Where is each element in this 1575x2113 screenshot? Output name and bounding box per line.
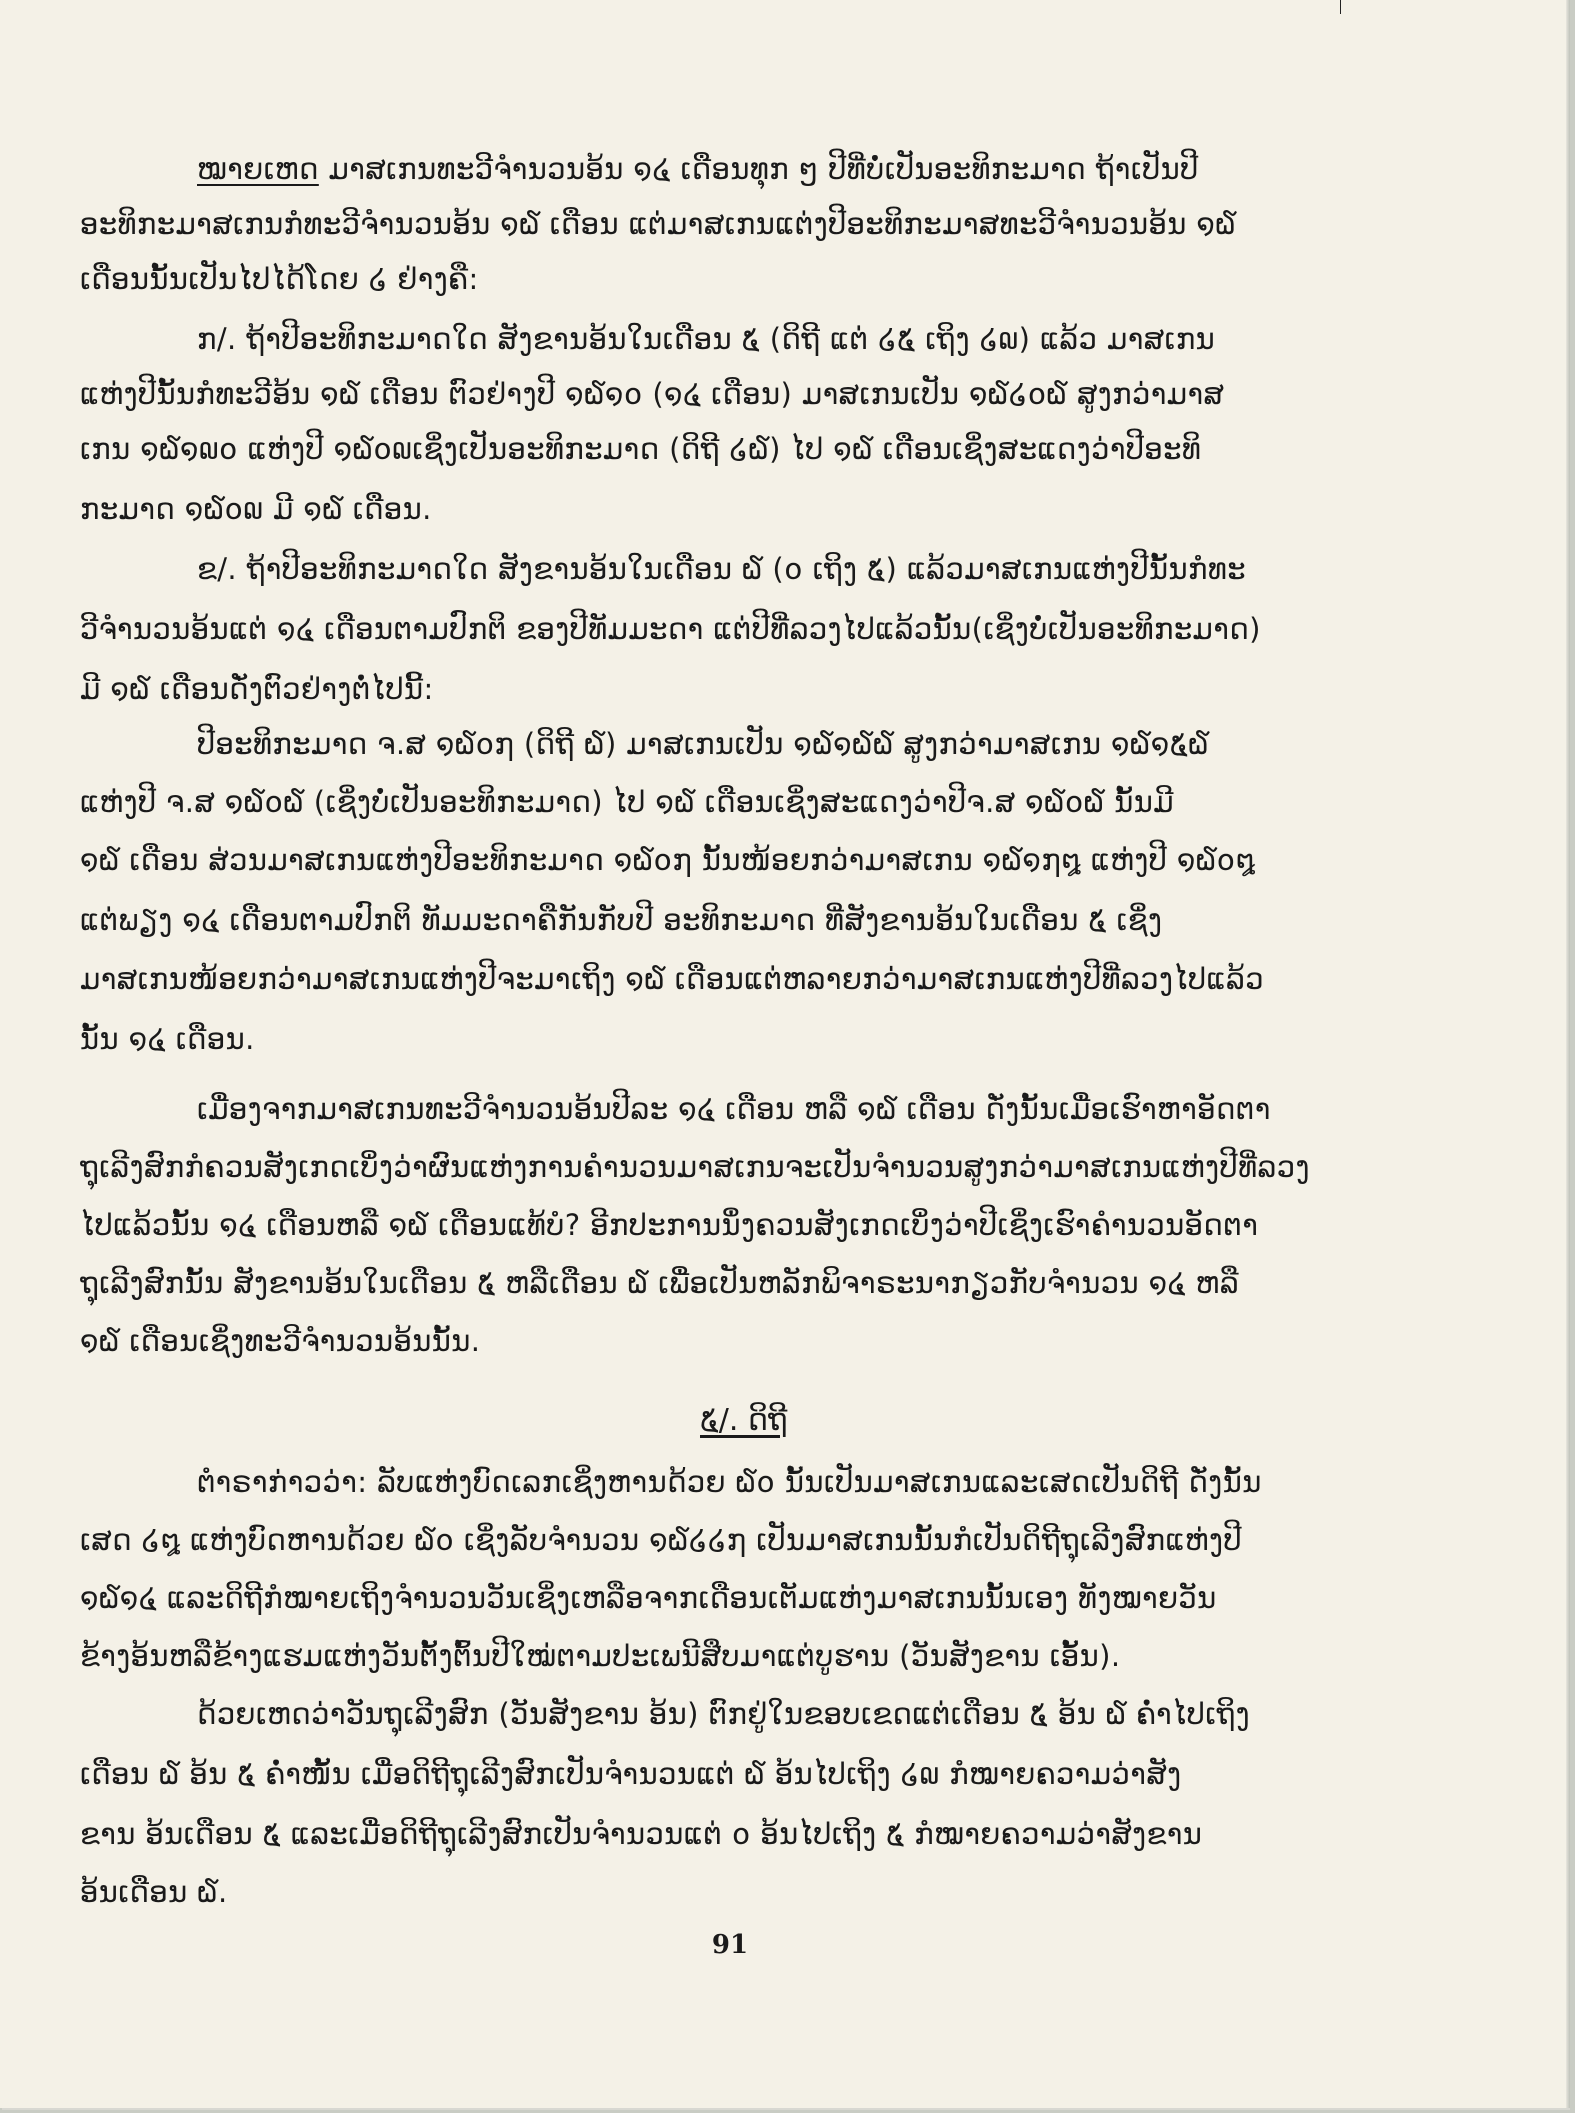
- text-line: ແຫ່ງປີນັ້ນກໍທະວີອ້ນ ໑໖ ເດືອນ ຕົວຢ່າງປີ ໑໖໑໐ (໑໔ ເດືອນ) ມາສເກນເປັນ ໑໖໒໐໖ ສູງກວ່າມາສ: [80, 377, 1225, 411]
- text-line: ປີອະທິກະມາດ ຈ.ສ ໑໖໐໗ (ດິຖີ ໖) ມາສເກນເປັນ ໑໖໑໖໖ ສູງກວ່າມາສເກນ ໑໖໑໕໖: [197, 727, 1210, 761]
- text-line: ຂ/. ຖ້າປີອະທິກະມາດໃດ ສັງຂານອ້ນໃນເດືອນ ໖ (໐ ເຖິງ ໕) ແລ້ວມາສເກນແຫ່ງປີນັ້ນກໍທະ: [197, 552, 1246, 586]
- text-line: ອ້ນເດືອນ ໖.: [80, 1875, 228, 1909]
- text-line: ມີ ໑໖ ເດືອນດັ່ງຕົວຢ່າງຕໍ່ໄປນີ້:: [80, 672, 434, 706]
- page-number: 91: [711, 1930, 749, 1960]
- section-heading: ໕/. ດິຖີ: [700, 1403, 788, 1438]
- note-label: ໝາຍເຫດ: [197, 152, 319, 186]
- text-line: ໄປແລ້ວນັ້ນ ໑໔ ເດືອນຫລື ໑໖ ເດືອນແທ້ບໍ? ອີກປະການນຶ່ງຄວນສັງເກດເບິ່ງວ່າປີເຊິ່ງເຮົາຄຳນວນອັດຕາ: [80, 1208, 1259, 1242]
- text-line: ດ້ວຍເຫດວ່າວັນຖຸເລີງສົກ (ວັນສັງຂານ ອ້ນ) ຕົກຢູ່ໃນຂອບເຂດແຕ່ເດືອນ ໕ ອ້ນ ໖ ຄ່ຳໄປເຖິງ: [197, 1697, 1251, 1731]
- text-line: ເກນ ໑໖໑໙໐ ແຫ່ງປີ ໑໖໐໙ເຊິ່ງເປັນອະທິກະມາດ (ດິຖີ ໒໖) ໄປ ໑໖ ເດືອນເຊິ່ງສະແດງວ່າປີອະທິ: [80, 432, 1202, 466]
- text-line: ໑໖ ເດືອນເຊິ່ງທະວີຈຳນວນອ້ນນັ້ນ.: [80, 1324, 481, 1358]
- text-line: ແຕ່ພຽງ ໑໔ ເດືອນຕາມປົກຕິ ທັມມະດາຄືກັນກັບປີ ອະທິກະມາດ ທີ່ສັງຂານອ້ນໃນເດືອນ ໕ ເຊິ່ງ: [80, 903, 1163, 937]
- text-line: ກ/. ຖ້າປີອະທິກະມາດໃດ ສັງຂານອ້ນໃນເດືອນ ໕ (ດິຖີ ແຕ່ ໒໕ ເຖິງ ໒໙) ແລ້ວ ມາສເກນ: [197, 322, 1216, 356]
- text-line: ເດືອນນັ້ນເປັນໄປໄດ້ໂດຍ ໒ ຢ່າງຄື:: [80, 262, 479, 296]
- text-line: ຖຸເລີງສົກນັ້ນ ສັງຂານອ້ນໃນເດືອນ ໕ ຫລືເດືອນ ໖ ເພື່ອເປັນຫລັກພິຈາຣະນາກຽວກັບຈຳນວນ ໑໔ ຫລື: [80, 1266, 1240, 1300]
- text-line: ແຫ່ງປີ ຈ.ສ ໑໖໐໖ (ເຊິ່ງບໍ່ເປັນອະທິກະມາດ) ໄປ ໑໖ ເດືອນເຊິ່ງສະແດງວ່າປີຈ.ສ ໑໖໐໖ ນັ້ນມີ: [80, 785, 1174, 819]
- text-span: ມາສເກນທະວີຈຳນວນອ້ນ ໑໔ ເດືອນທຸກ ໆ ປີທີ່ບໍ່ເປັນອະທິກະມາດ ຖ້າເປັນປີ: [318, 152, 1199, 186]
- text-line: ຂານ ອ້ນເດືອນ ໕ ແລະເມື່ອດິຖີຖຸເລີງສົກເປັນຈຳນວນແຕ່ ໐ ອ້ນໄປເຖິງ ໕ ກໍໝາຍຄວາມວ່າສັງຂານ: [80, 1817, 1203, 1851]
- text-line: ເສດ ໒໘ ແຫ່ງບົດຫານດ້ວຍ ໖໐ ເຊິ່ງລັບຈຳນວນ ໑໖໒໒໗ ເປັນມາສເກນນັ້ນກໍເປັນດິຖີຖຸເລີງສົກແຫ່ງປີ: [80, 1523, 1242, 1557]
- text-line: ຖຸເລີງສົກກໍຄວນສັງເກດເບິ່ງວ່າຜົນແຫ່ງການຄຳນວນມາສເກນຈະເປັນຈຳນວນສູງກວ່າມາສເກນແຫ່ງປີທີ່ລວງ: [80, 1150, 1310, 1184]
- text-line: ກະມາດ ໑໖໐໙ ມີ ໑໖ ເດືອນ.: [80, 492, 432, 526]
- text-line: ໑໖ ເດືອນ ສ່ວນມາສເກນແຫ່ງປີອະທິກະມາດ ໑໖໐໗ ນັ້ນໜ້ອຍກວ່າມາສເກນ ໑໖໑໗໘ ແຫ່ງປີ ໑໖໐໘: [80, 843, 1256, 877]
- text-line: ອະທິກະມາສເກນກໍທະວີຈຳນວນອ້ນ ໑໖ ເດືອນ ແຕ່ມາສເກນແຕ່ງປີອະທິກະມາສທະວີຈຳນວນອ້ນ ໑໖: [80, 207, 1237, 241]
- page-edge-mark: [1340, 0, 1341, 14]
- text-line: ມາສເກນໜ້ອຍກວ່າມາສເກນແຫ່ງປີຈະມາເຖິງ ໑໖ ເດືອນແຕ່ຫລາຍກວ່າມາສເກນແຫ່ງປີທີ່ລວງໄປແລ້ວ: [80, 962, 1264, 996]
- text-line: ນັ້ນ ໑໔ ເດືອນ.: [80, 1022, 255, 1056]
- text-line: ເດືອນ ໖ ອ້ນ ໕ ຄ່ຳໜັ້ນ ເມື່ອດິຖີຖຸເລີງສົກເປັນຈຳນວນແຕ່ ໖ ອ້ນໄປເຖິງ ໒໙ ກໍໝາຍຄວາມວ່າສັງ: [80, 1757, 1182, 1791]
- text-line: ຂ້າງອ້ນຫລືຂ້າງແຮມແຫ່ງວັນຕັ້ງຕົ້ນປີໃໝ່ຕາມປະເພນີສືບມາແຕ່ບູຮານ (ວັນສັງຂານ ເອັ້ນ).: [80, 1639, 1121, 1673]
- text-line: ເມື່ອງຈາກມາສເກນທະວີຈຳນວນອ້ນປີລະ ໑໔ ເດືອນ ຫລື ໑໖ ເດືອນ ດັ່ງນັ້ນເມື່ອເຮົາຫາອັດຕາ: [197, 1092, 1271, 1126]
- text-line: ໑໖໑໔ ແລະດິຖີກໍໝາຍເຖິງຈຳນວນວັນເຊິ່ງເຫລືອຈາກເດືອນເຕັມແຫ່ງມາສເກນນັ້ນເອງ ທັງໝາຍວັນ: [80, 1581, 1217, 1615]
- text-line: ຕຳຣາກ່າວວ່າ: ລັບແຫ່ງບົດເລກເຊິ່ງຫານດ້ວຍ ໖໐ ນັ້ນເປັນມາສເກນແລະເສດເປັນດິຖີ ດັ່ງນັ້ນ: [197, 1465, 1262, 1499]
- text-line: ວີຈຳນວນອ້ນແຕ່ ໑໔ ເດືອນຕາມປົກຕິ ຂອງປີທັມມະດາ ແຕ່ປີທີ່ລວງໄປແລ້ວນັ້ນ(ເຊິ່ງບໍ່ເປັນອະທິກະມາດ): [80, 612, 1261, 646]
- text-line: [0, 145, 1568, 193]
